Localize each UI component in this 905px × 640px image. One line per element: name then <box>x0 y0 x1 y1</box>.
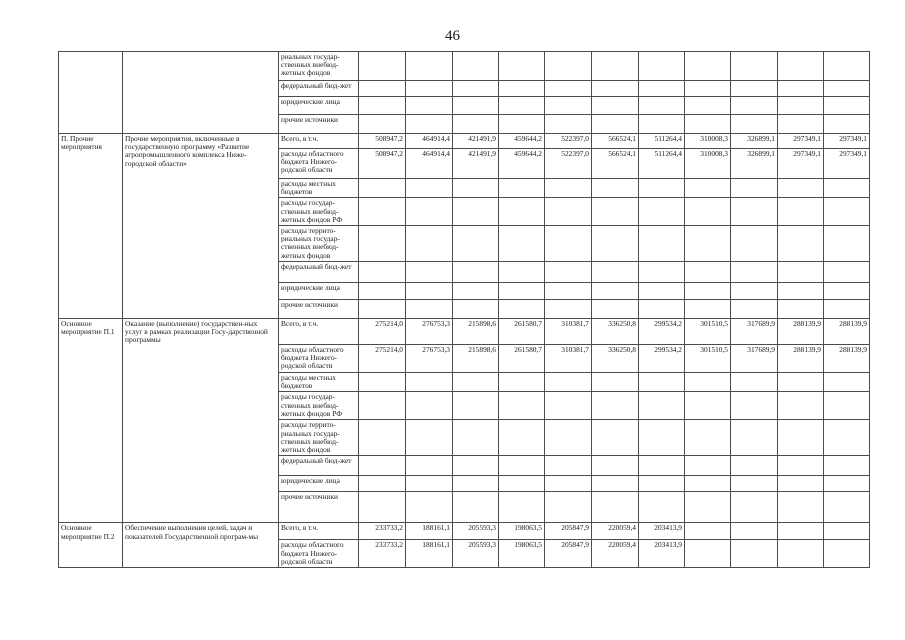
amount-cell <box>499 476 545 492</box>
amount-cell <box>592 476 639 492</box>
amount-cell: 288139,9 <box>824 319 870 345</box>
amount-cell: 233733,2 <box>359 540 406 568</box>
amount-cell <box>731 476 778 492</box>
amount-cell: 205593,3 <box>453 540 499 568</box>
amount-cell <box>824 262 870 283</box>
amount-cell <box>731 198 778 226</box>
amount-cell <box>778 262 824 283</box>
amount-cell <box>639 492 685 523</box>
amount-cell <box>592 262 639 283</box>
amount-cell <box>406 420 453 456</box>
amount-cell <box>406 81 453 97</box>
amount-cell: 261580,7 <box>499 319 545 345</box>
amount-cell <box>639 456 685 476</box>
funding-source-cell: расходы государ-ственных внебюд-жетных фондов РФ <box>279 392 359 420</box>
funding-source-cell: прочие источники <box>279 492 359 523</box>
amount-cell: 276753,3 <box>406 319 453 345</box>
amount-cell <box>406 262 453 283</box>
program-name-cell: Обеспечение выполнения целей, задач и показателей Государственной програм-мы <box>123 523 279 568</box>
amount-cell <box>824 492 870 523</box>
amount-cell <box>685 115 731 134</box>
amount-cell <box>545 81 592 97</box>
amount-cell <box>592 198 639 226</box>
amount-cell <box>499 392 545 420</box>
amount-cell <box>499 198 545 226</box>
amount-cell: 288139,9 <box>778 345 824 373</box>
amount-cell <box>453 262 499 283</box>
funding-source-cell: расходы областного бюджета Нижего-родской области <box>279 149 359 179</box>
amount-cell <box>359 52 406 81</box>
amount-cell <box>545 179 592 198</box>
amount-cell: 203413,9 <box>639 523 685 540</box>
amount-cell <box>639 97 685 115</box>
amount-cell <box>499 115 545 134</box>
amount-cell <box>778 283 824 300</box>
amount-cell: 233733,2 <box>359 523 406 540</box>
funding-source-cell: юридические лица <box>279 97 359 115</box>
funding-source-cell: прочие источники <box>279 300 359 319</box>
amount-cell <box>639 226 685 262</box>
amount-cell: 299534,2 <box>639 319 685 345</box>
funding-source-cell: риальных государ-ственных внебюд-жетных фондов <box>279 52 359 81</box>
amount-cell <box>685 179 731 198</box>
amount-cell <box>731 523 778 540</box>
amount-cell <box>545 262 592 283</box>
amount-cell <box>731 97 778 115</box>
amount-cell <box>359 81 406 97</box>
amount-cell <box>731 420 778 456</box>
amount-cell <box>685 52 731 81</box>
amount-cell <box>778 523 824 540</box>
amount-cell <box>685 476 731 492</box>
amount-cell <box>406 300 453 319</box>
amount-cell: 198063,5 <box>499 540 545 568</box>
amount-cell <box>406 373 453 392</box>
amount-cell: 297349,1 <box>824 134 870 149</box>
amount-cell <box>778 198 824 226</box>
amount-cell: 220059,4 <box>592 540 639 568</box>
amount-cell: 288139,9 <box>778 319 824 345</box>
amount-cell <box>639 81 685 97</box>
amount-cell <box>406 97 453 115</box>
amount-cell <box>499 262 545 283</box>
amount-cell <box>592 492 639 523</box>
amount-cell <box>685 198 731 226</box>
amount-cell <box>592 392 639 420</box>
amount-cell <box>639 300 685 319</box>
amount-cell <box>499 373 545 392</box>
amount-cell <box>824 540 870 568</box>
amount-cell <box>359 300 406 319</box>
amount-cell <box>685 373 731 392</box>
amount-cell: 326899,1 <box>731 134 778 149</box>
funding-source-cell: федеральный бюд-жет <box>279 262 359 283</box>
amount-cell <box>778 392 824 420</box>
amount-cell <box>824 179 870 198</box>
table-row <box>59 523 870 540</box>
funding-source-cell: юридические лица <box>279 283 359 300</box>
amount-cell <box>545 373 592 392</box>
amount-cell: 297349,1 <box>778 134 824 149</box>
amount-cell <box>778 81 824 97</box>
amount-cell <box>731 300 778 319</box>
funding-source-cell: Всего, в т.ч. <box>279 523 359 540</box>
amount-cell <box>592 373 639 392</box>
amount-cell <box>499 300 545 319</box>
amount-cell <box>499 226 545 262</box>
amount-cell <box>545 97 592 115</box>
amount-cell: 198063,5 <box>499 523 545 540</box>
table-row <box>59 134 870 149</box>
amount-cell: 317689,9 <box>731 345 778 373</box>
amount-cell <box>731 262 778 283</box>
amount-cell <box>824 226 870 262</box>
amount-cell <box>685 300 731 319</box>
amount-cell <box>731 226 778 262</box>
budget-table <box>58 51 870 568</box>
amount-cell <box>406 179 453 198</box>
amount-cell <box>406 476 453 492</box>
amount-cell <box>545 420 592 456</box>
amount-cell <box>359 456 406 476</box>
amount-cell <box>639 373 685 392</box>
amount-cell <box>453 476 499 492</box>
amount-cell: 508947,2 <box>359 134 406 149</box>
amount-cell <box>359 373 406 392</box>
amount-cell <box>453 492 499 523</box>
amount-cell <box>778 476 824 492</box>
amount-cell <box>778 420 824 456</box>
amount-cell <box>453 392 499 420</box>
funding-source-cell: прочие источники <box>279 115 359 134</box>
amount-cell: 205847,9 <box>545 523 592 540</box>
amount-cell <box>499 97 545 115</box>
amount-cell <box>406 52 453 81</box>
amount-cell <box>453 115 499 134</box>
amount-cell <box>406 198 453 226</box>
amount-cell <box>453 81 499 97</box>
amount-cell: 459644,2 <box>499 149 545 179</box>
page-number: 46 <box>445 28 460 44</box>
amount-cell <box>824 420 870 456</box>
amount-cell: 326899,1 <box>731 149 778 179</box>
amount-cell <box>359 198 406 226</box>
funding-source-cell: расходы террито-риальных государ-ственных внебюд-жетных фондов <box>279 226 359 262</box>
funding-source-cell: расходы местных бюджетов <box>279 179 359 198</box>
amount-cell: 336250,8 <box>592 345 639 373</box>
amount-cell <box>499 420 545 456</box>
amount-cell <box>359 179 406 198</box>
amount-cell <box>545 456 592 476</box>
amount-cell: 220059,4 <box>592 523 639 540</box>
amount-cell <box>685 540 731 568</box>
amount-cell <box>545 300 592 319</box>
amount-cell <box>639 179 685 198</box>
amount-cell <box>639 52 685 81</box>
amount-cell <box>778 540 824 568</box>
amount-cell: 421491,9 <box>453 134 499 149</box>
amount-cell <box>453 420 499 456</box>
amount-cell: 203413,9 <box>639 540 685 568</box>
amount-cell <box>778 115 824 134</box>
amount-cell: 522397,0 <box>545 149 592 179</box>
amount-cell <box>639 198 685 226</box>
amount-cell <box>824 523 870 540</box>
amount-cell: 310381,7 <box>545 319 592 345</box>
amount-cell <box>359 283 406 300</box>
amount-cell: 511264,4 <box>639 149 685 179</box>
table-row <box>59 52 870 81</box>
amount-cell <box>639 115 685 134</box>
amount-cell <box>406 115 453 134</box>
amount-cell <box>453 456 499 476</box>
amount-cell <box>499 52 545 81</box>
amount-cell <box>824 392 870 420</box>
amount-cell: 464914,4 <box>406 134 453 149</box>
amount-cell: 511264,4 <box>639 134 685 149</box>
amount-cell: 288139,9 <box>824 345 870 373</box>
program-code-cell: П. Прочие мероприятия <box>59 134 123 319</box>
amount-cell <box>592 420 639 456</box>
amount-cell <box>359 476 406 492</box>
program-name-cell <box>123 52 279 134</box>
amount-cell <box>778 456 824 476</box>
amount-cell <box>545 52 592 81</box>
amount-cell <box>778 373 824 392</box>
amount-cell <box>592 97 639 115</box>
amount-cell <box>824 81 870 97</box>
amount-cell <box>545 115 592 134</box>
amount-cell <box>592 300 639 319</box>
amount-cell: 310008,3 <box>685 149 731 179</box>
amount-cell <box>685 420 731 456</box>
amount-cell <box>453 97 499 115</box>
amount-cell <box>453 283 499 300</box>
amount-cell: 297349,1 <box>778 149 824 179</box>
amount-cell <box>685 262 731 283</box>
amount-cell: 522397,0 <box>545 134 592 149</box>
funding-source-cell: расходы областного бюджета Нижего-родской области <box>279 540 359 568</box>
amount-cell <box>359 492 406 523</box>
amount-cell <box>731 115 778 134</box>
amount-cell <box>824 97 870 115</box>
amount-cell <box>685 283 731 300</box>
funding-source-cell: расходы местных бюджетов <box>279 373 359 392</box>
funding-source-cell: расходы террито-риальных государ-ственных внебюд-жетных фондов <box>279 420 359 456</box>
amount-cell <box>453 179 499 198</box>
amount-cell <box>639 420 685 456</box>
funding-source-cell: Всего, в т.ч. <box>279 134 359 149</box>
amount-cell: 205593,3 <box>453 523 499 540</box>
amount-cell: 566524,1 <box>592 134 639 149</box>
amount-cell <box>406 283 453 300</box>
amount-cell <box>639 392 685 420</box>
amount-cell <box>778 226 824 262</box>
amount-cell <box>639 476 685 492</box>
amount-cell: 421491,9 <box>453 149 499 179</box>
amount-cell <box>731 492 778 523</box>
amount-cell <box>545 492 592 523</box>
amount-cell <box>824 300 870 319</box>
amount-cell <box>406 492 453 523</box>
amount-cell <box>592 81 639 97</box>
amount-cell <box>592 456 639 476</box>
amount-cell <box>406 456 453 476</box>
amount-cell <box>359 115 406 134</box>
amount-cell <box>406 392 453 420</box>
amount-cell <box>778 52 824 81</box>
amount-cell <box>359 420 406 456</box>
amount-cell <box>731 283 778 300</box>
amount-cell <box>824 476 870 492</box>
amount-cell <box>545 476 592 492</box>
amount-cell <box>499 81 545 97</box>
amount-cell: 188161,1 <box>406 523 453 540</box>
amount-cell <box>731 456 778 476</box>
amount-cell <box>592 52 639 81</box>
amount-cell <box>824 456 870 476</box>
amount-cell: 464914,4 <box>406 149 453 179</box>
amount-cell <box>731 81 778 97</box>
amount-cell <box>453 300 499 319</box>
program-code-cell: Основное мероприятие П.2 <box>59 523 123 568</box>
amount-cell <box>639 283 685 300</box>
amount-cell: 301510,5 <box>685 345 731 373</box>
amount-cell: 188161,1 <box>406 540 453 568</box>
amount-cell: 299534,2 <box>639 345 685 373</box>
amount-cell: 215898,6 <box>453 345 499 373</box>
amount-cell: 310381,7 <box>545 345 592 373</box>
amount-cell: 275214,0 <box>359 345 406 373</box>
amount-cell: 205847,9 <box>545 540 592 568</box>
amount-cell <box>639 262 685 283</box>
amount-cell <box>778 97 824 115</box>
amount-cell: 336250,8 <box>592 319 639 345</box>
amount-cell <box>731 373 778 392</box>
amount-cell <box>545 283 592 300</box>
funding-source-cell: юридические лица <box>279 476 359 492</box>
amount-cell <box>406 226 453 262</box>
amount-cell <box>778 492 824 523</box>
program-name-cell: Прочие мероприятия, включенные в государственную программу «Развитие агропромышленного комплекса Ниже-городской области» <box>123 134 279 319</box>
amount-cell <box>685 456 731 476</box>
amount-cell <box>824 52 870 81</box>
amount-cell <box>685 226 731 262</box>
amount-cell <box>824 198 870 226</box>
amount-cell <box>685 523 731 540</box>
amount-cell <box>359 226 406 262</box>
amount-cell: 508947,2 <box>359 149 406 179</box>
amount-cell <box>731 540 778 568</box>
amount-cell <box>731 52 778 81</box>
amount-cell <box>731 179 778 198</box>
amount-cell <box>453 52 499 81</box>
amount-cell <box>824 283 870 300</box>
amount-cell <box>685 81 731 97</box>
amount-cell <box>359 262 406 283</box>
amount-cell <box>685 492 731 523</box>
amount-cell <box>685 97 731 115</box>
funding-source-cell: расходы государ-ственных внебюд-жетных фондов РФ <box>279 198 359 226</box>
amount-cell: 317689,9 <box>731 319 778 345</box>
amount-cell <box>453 373 499 392</box>
amount-cell: 275214,0 <box>359 319 406 345</box>
amount-cell: 301510,5 <box>685 319 731 345</box>
amount-cell <box>499 179 545 198</box>
amount-cell: 276753,3 <box>406 345 453 373</box>
amount-cell <box>824 373 870 392</box>
amount-cell <box>499 492 545 523</box>
amount-cell: 459644,2 <box>499 134 545 149</box>
amount-cell <box>359 97 406 115</box>
funding-source-cell: федеральный бюд-жет <box>279 81 359 97</box>
amount-cell <box>778 179 824 198</box>
amount-cell <box>359 392 406 420</box>
amount-cell <box>545 226 592 262</box>
amount-cell: 215898,6 <box>453 319 499 345</box>
amount-cell <box>731 392 778 420</box>
amount-cell: 566524,1 <box>592 149 639 179</box>
funding-source-cell: расходы областного бюджета Нижего-родской области <box>279 345 359 373</box>
amount-cell <box>499 456 545 476</box>
program-code-cell <box>59 52 123 134</box>
amount-cell: 261580,7 <box>499 345 545 373</box>
amount-cell <box>592 115 639 134</box>
amount-cell <box>453 226 499 262</box>
amount-cell <box>499 283 545 300</box>
amount-cell <box>592 226 639 262</box>
amount-cell <box>545 392 592 420</box>
amount-cell <box>824 115 870 134</box>
amount-cell: 297349,1 <box>824 149 870 179</box>
amount-cell <box>685 392 731 420</box>
table-row <box>59 319 870 345</box>
amount-cell <box>592 283 639 300</box>
amount-cell <box>453 198 499 226</box>
program-code-cell: Основное мероприятие П.1 <box>59 319 123 523</box>
program-name-cell: Оказание (выполнение) государствен-ных услуг в рамках реализации Госу-дарственной программы <box>123 319 279 523</box>
amount-cell: 310008,3 <box>685 134 731 149</box>
amount-cell <box>545 198 592 226</box>
funding-source-cell: Всего, в т.ч. <box>279 319 359 345</box>
funding-source-cell: федеральный бюд-жет <box>279 456 359 476</box>
amount-cell <box>592 179 639 198</box>
amount-cell <box>778 300 824 319</box>
